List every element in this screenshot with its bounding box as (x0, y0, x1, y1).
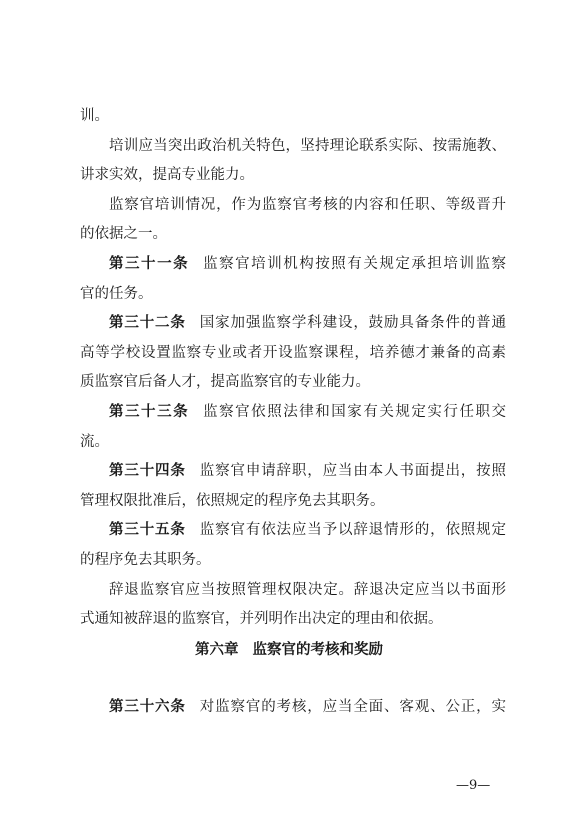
article-number: 第三十四条 (109, 463, 186, 480)
article-text: 监察官申请辞职，应当由本人书面提出，按照 (199, 463, 507, 480)
article-32 (80, 309, 506, 398)
article-text: 监察官依照法律和国家有关规定实行任职交 (203, 403, 506, 420)
article-34 (80, 457, 506, 516)
paragraph-line: 的依据之一。 (80, 226, 167, 243)
article-text: 管理权限批准后，依照规定的程序免去其职务。 (80, 492, 385, 509)
paragraph-continuation: 训。 (80, 108, 109, 124)
article-number: 第三十五条 (109, 522, 186, 539)
paragraph-training (80, 132, 506, 191)
chapter-title: 监察官的考核和奖励 (252, 642, 383, 658)
article-number: 第三十一条 (109, 255, 190, 272)
article-text: 国家加强监察学科建设，鼓励具备条件的普通 (199, 315, 507, 332)
article-35 (80, 516, 506, 575)
paragraph-line: 培训应当突出政治机关特色，坚持理论联系实际、按需施教、 (109, 137, 506, 154)
chapter-number: 第六章 (195, 642, 239, 658)
paragraph-line: 监察官培训情况，作为监察官考核的内容和任职、等级晋升 (109, 196, 506, 213)
article-text: 高等学校设置监察专业或者开设监察课程，培养德才兼备的高素 (80, 344, 506, 361)
article-text: 质监察官后备人才，提高监察官的专业能力。 (80, 374, 370, 391)
article-text: 的程序免去其职务。 (80, 551, 211, 568)
paragraph-training-record (80, 191, 506, 250)
page-number: —9— (456, 778, 491, 793)
article-text: 官的任务。 (80, 285, 153, 302)
article-31 (80, 250, 506, 309)
paragraph-line: 辞退监察官应当按照管理权限决定。辞退决定应当以书面形 (109, 581, 506, 598)
article-text: 监察官有依法应当予以辞退情形的，依照规定 (199, 522, 507, 539)
paragraph-line: 式通知被辞退的监察官，并列明作出决定的理由和依据。 (80, 611, 443, 628)
article-number: 第三十三条 (109, 403, 190, 420)
paragraph-line: 讲求实效，提高专业能力。 (80, 167, 254, 184)
document-body (80, 102, 506, 635)
paragraph-dismissal (80, 576, 506, 635)
chapter-heading (0, 640, 578, 660)
article-text: 监察官培训机构按照有关规定承担培训监察 (203, 255, 506, 272)
article-number: 第三十二条 (109, 315, 186, 332)
article-36 (80, 693, 506, 723)
article-text: 流。 (80, 433, 109, 450)
article-text: 对监察官的考核，应当全面、客观、公正，实 (199, 699, 507, 715)
article-number: 第三十六条 (109, 699, 186, 715)
article-33 (80, 398, 506, 457)
